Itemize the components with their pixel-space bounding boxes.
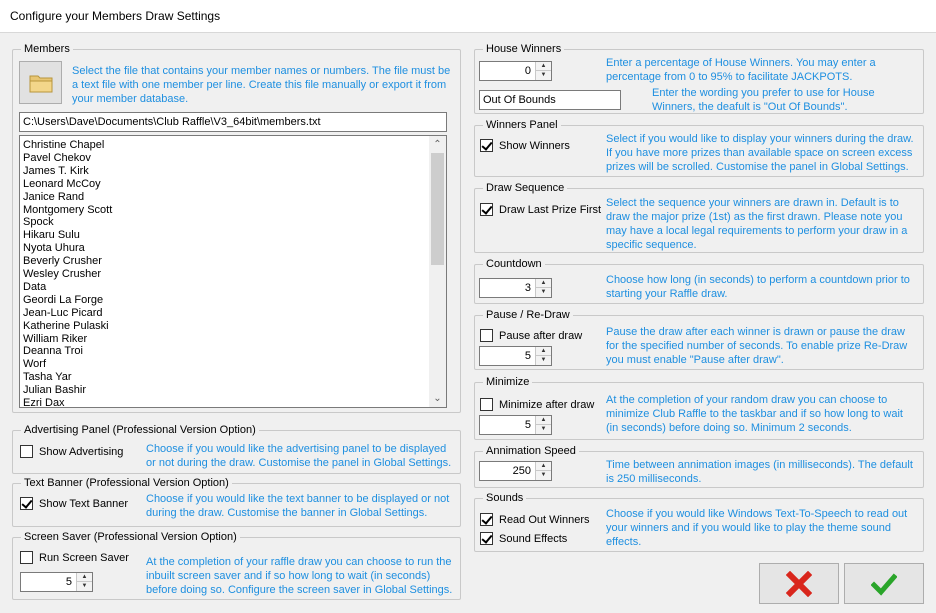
sound-effects-box[interactable]	[480, 532, 493, 545]
list-item[interactable]: Deanna Troi	[23, 345, 83, 358]
house-winners-percentage-stepper[interactable]	[479, 61, 552, 81]
advertising-hint: Choose if you would like the advertising panel to be displayed or not during the draw. Customise the panel in Global Settings.	[146, 443, 452, 469]
list-item[interactable]: William Riker	[23, 332, 88, 345]
pause-after-draw-checkbox[interactable]	[480, 329, 582, 342]
sounds-hint: Choose if you would like Windows Text-To-Speech to read out your winners and if you would like to play the theme sound effects.	[606, 508, 908, 548]
list-item[interactable]: Beverly Crusher	[23, 255, 102, 268]
browse-file-button[interactable]	[19, 61, 62, 104]
text-banner-legend: Text Banner (Professional Version Option)	[21, 476, 232, 490]
run-screen-saver-box[interactable]	[20, 551, 33, 564]
members-file-path[interactable]: C:\Users\Dave\Documents\Club Raffle\V3_64bit\members.txt	[19, 112, 447, 132]
spin-down-icon[interactable]: ▼	[540, 472, 547, 478]
advertising-legend: Advertising Panel (Professional Version Option)	[21, 423, 259, 437]
house-winners-percentage-value: 0	[524, 65, 531, 77]
list-item[interactable]: Pavel Chekov	[23, 151, 91, 164]
house-winners-wording-hint: Enter the wording you prefer to use for House Winners, the deafult is "Out Of Bounds".	[652, 87, 875, 113]
members-scrollbar[interactable]	[429, 136, 446, 407]
minimize-seconds-stepper[interactable]	[479, 415, 552, 435]
show-text-banner-label: Show Text Banner	[39, 497, 129, 510]
list-item[interactable]: Montgomery Scott	[23, 203, 113, 216]
list-item[interactable]: Wesley Crusher	[23, 268, 102, 280]
show-advertising-label: Show Advertising	[39, 445, 124, 458]
countdown-seconds-stepper[interactable]	[479, 278, 552, 298]
list-item[interactable]: Data	[23, 280, 47, 293]
draw-sequence-legend: Draw Sequence	[483, 181, 567, 195]
list-item[interactable]: Julian Bashir	[23, 384, 86, 397]
read-out-winners-box[interactable]	[480, 513, 493, 526]
winners-panel-legend: Winners Panel	[483, 118, 561, 132]
show-advertising-box[interactable]	[20, 445, 33, 458]
members-legend: Members	[21, 42, 73, 56]
window-title: Configure your Members Draw Settings	[10, 9, 221, 23]
animation-hint: Time between annimation images (in milliseconds). The default is 250 milliseconds.	[606, 459, 913, 485]
sound-effects-label: Sound Effects	[499, 532, 568, 545]
list-item[interactable]: Leonard McCoy	[23, 177, 101, 190]
spin-up-icon[interactable]: ▲	[536, 462, 551, 471]
spin-down-icon[interactable]: ▼	[540, 289, 547, 295]
pause-after-draw-label: Pause after draw	[499, 329, 583, 342]
minimize-hint: At the completion of your random draw you can choose to minimize Club Raffle to the taskbar and if so how long to wait (in seconds) before doing so. Minimum 2 seconds.	[606, 394, 903, 434]
animation-legend: Annimation Speed	[483, 444, 579, 458]
animation-ms-stepper[interactable]	[479, 461, 552, 481]
show-text-banner-checkbox[interactable]	[20, 497, 128, 510]
minimize-after-draw-label: Minimize after draw	[499, 398, 595, 411]
screen-saver-seconds-value: 5	[65, 576, 72, 588]
green-check-icon	[871, 571, 897, 597]
pause-after-draw-box[interactable]	[480, 329, 493, 342]
countdown-legend: Countdown	[483, 257, 545, 271]
animation-ms-value: 250	[512, 465, 531, 477]
show-winners-checkbox[interactable]	[480, 139, 570, 152]
minimize-after-draw-box[interactable]	[480, 398, 493, 411]
spin-down-icon[interactable]: ▼	[540, 357, 547, 363]
folder-icon	[29, 73, 53, 93]
list-item[interactable]: Worf	[23, 358, 47, 371]
scroll-up-icon[interactable]: ⌃	[433, 139, 442, 150]
spin-up-icon[interactable]: ▲	[536, 62, 551, 71]
cancel-button[interactable]	[759, 563, 839, 604]
spin-down-icon[interactable]: ▼	[540, 426, 547, 432]
minimize-seconds-value: 5	[524, 419, 531, 431]
countdown-seconds-value: 3	[524, 282, 531, 294]
spin-up-icon[interactable]: ▲	[536, 279, 551, 288]
minimize-after-draw-checkbox[interactable]	[480, 398, 594, 411]
draw-sequence-hint: Select the sequence your winners are drawn in. Default is to draw the major prize (1st) as the first drawn. Please note you may have a local legal requirements to perform your draw in a specific sequence.	[606, 197, 908, 251]
list-item[interactable]: Tasha Yar	[23, 371, 72, 384]
list-item[interactable]: Nyota Uhura	[23, 242, 85, 255]
members-hint: Select the file that contains your member names or numbers. The file must be a text file with one member per line. Create this file manually or export it from your member database.	[72, 65, 451, 105]
house-winners-wording-input[interactable]: Out Of Bounds	[479, 90, 621, 110]
spin-up-icon[interactable]: ▲	[536, 416, 551, 425]
show-advertising-checkbox[interactable]	[20, 445, 123, 458]
run-screen-saver-checkbox[interactable]	[20, 551, 129, 564]
minimize-legend: Minimize	[483, 375, 532, 389]
spin-down-icon[interactable]: ▼	[81, 583, 88, 589]
screen-saver-seconds-stepper[interactable]	[20, 572, 93, 592]
list-item[interactable]: Hikaru Sulu	[23, 229, 80, 242]
sound-effects-checkbox[interactable]	[480, 532, 567, 545]
spin-down-icon[interactable]: ▼	[540, 72, 547, 78]
read-out-winners-label: Read Out Winners	[499, 513, 590, 526]
list-item[interactable]: Spock	[23, 216, 54, 229]
list-item[interactable]: Katherine Pulaski	[23, 319, 109, 332]
show-winners-label: Show Winners	[499, 139, 570, 152]
list-item[interactable]: Christine Chapel	[23, 139, 105, 151]
list-item[interactable]: Geordi La Forge	[23, 293, 104, 306]
run-screen-saver-label: Run Screen Saver	[39, 551, 129, 564]
red-x-icon	[786, 571, 812, 597]
screen-saver-legend: Screen Saver (Professional Version Option)	[21, 530, 240, 544]
winners-panel-hint: Select if you would like to display your winners during the draw. If you have more prizes than available space on screen excess prizes will be scrolled. Customise the panel in Global Settings.	[606, 133, 914, 173]
show-winners-box[interactable]	[480, 139, 493, 152]
text-banner-hint: Choose if you would like the text banner to be displayed or not during the draw. Customise the banner in Global Settings.	[146, 493, 450, 519]
members-list[interactable]	[19, 135, 447, 408]
scroll-thumb[interactable]	[431, 153, 444, 265]
draw-last-prize-first-box[interactable]	[480, 203, 493, 216]
spin-up-icon[interactable]: ▲	[536, 347, 551, 356]
house-winners-legend: House Winners	[483, 42, 564, 56]
sounds-legend: Sounds	[483, 491, 526, 505]
countdown-hint: Choose how long (in seconds) to perform a countdown prior to starting your Raffle draw.	[606, 274, 910, 300]
pause-seconds-value: 5	[524, 350, 531, 362]
house-winners-hint: Enter a percentage of House Winners. You may enter a percentage from 0 to 95% to facilitate JACKPOTS.	[606, 57, 876, 83]
pause-legend: Pause / Re-Draw	[483, 308, 573, 322]
pause-seconds-stepper[interactable]	[479, 346, 552, 366]
ok-button[interactable]	[844, 563, 924, 604]
scroll-down-icon[interactable]: ⌄	[433, 393, 442, 404]
spin-up-icon[interactable]: ▲	[77, 573, 92, 582]
list-item[interactable]: Jean-Luc Picard	[23, 306, 103, 319]
list-item[interactable]: Janice Rand	[23, 190, 85, 203]
pause-hint: Pause the draw after each winner is drawn or pause the draw for the specified number of seconds. To enable prize Re-Draw you must enable "Pause after draw".	[606, 326, 908, 366]
screen-saver-hint: At the completion of your raffle draw you can choose to run the inbuilt screen saver and if so how long to wait (in seconds) before doing so. Configure the screen saver in Global Settings.	[146, 556, 453, 596]
list-item[interactable]: Ezri Dax	[23, 397, 65, 408]
draw-last-prize-first-checkbox[interactable]	[480, 203, 601, 216]
read-out-winners-checkbox[interactable]	[480, 513, 589, 526]
list-item[interactable]: James T. Kirk	[23, 164, 89, 177]
title-bar	[0, 0, 936, 33]
show-text-banner-box[interactable]	[20, 497, 33, 510]
draw-last-prize-first-label: Draw Last Prize First	[499, 203, 602, 216]
